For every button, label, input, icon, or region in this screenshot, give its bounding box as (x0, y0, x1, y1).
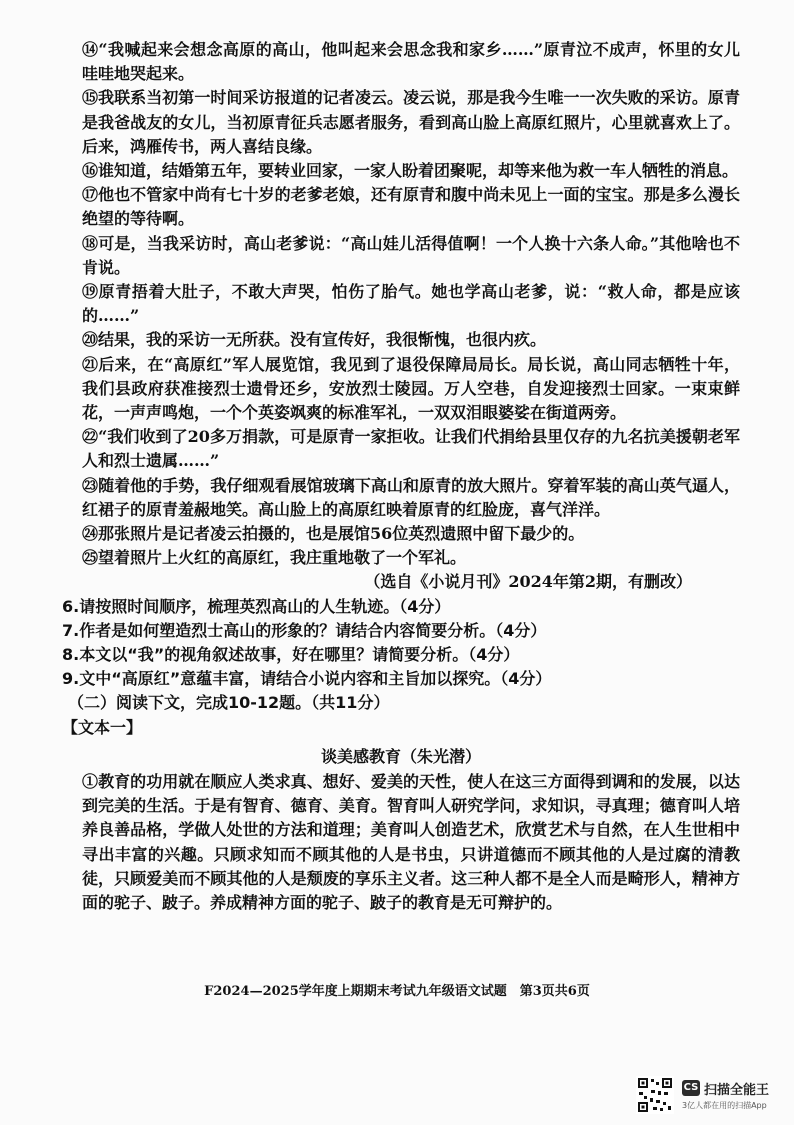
paragraph-text: 教育的功用就在顺应人类求真、想好、爱美的天性，使人在这三方面得到调和的发展，以达到完美的生活。于是有智育、德育、美育。智育叫人研究学问，求知识，寻真理；德育叫人培养良善品格，学做人处世的方法和道理；美育叫人创造艺术，欣赏艺术与自然，在人生世相中寻出丰富的兴趣。只顾求知而不顾其他的人是书虫，只讲道德而不顾其他的人是过腐的清教徒，只顾爱美而不顾其他的人是颓废的享乐主义者。这三种人都不是全人而是畸形人，精神方面的驼子、跛子。养成精神方面的驼子、跛子的教育是无可辩护的。 (82, 771, 740, 912)
scanner-tagline: 3亿人都在用的扫描App (682, 1101, 767, 1110)
paragraph-text: 可是，当我采访时，高山老爹说：“高山娃儿活得值啊！一个人换十六条人命。”其他啥也不肯说。 (82, 233, 740, 277)
paragraph-text: 随着他的手势，我仔细观看展馆玻璃下高山和原青的放大照片。穿着军装的高山英气逼人，红裙子的原青羞赧地笑。高山脸上的高原红映着原青的红脸庞，喜气洋洋。 (82, 475, 740, 519)
paragraph-number: ㉒ (82, 427, 99, 447)
cs-logo-icon: CS (682, 1080, 700, 1096)
paragraph-number: ㉑ (82, 354, 99, 374)
page-footer: F2024—2025学年度上期期末考试九年级语文试题 第3页共6页 (204, 984, 590, 999)
paragraph-number: ① (82, 771, 99, 791)
paragraph-text: 我联系当初第一时间采访报道的记者凌云。凌云说，那是我今生唯一一次失败的采访。原青是我爸战友的女儿，当初原青征兵志愿者服务，看到高山脸上高原红照片，心里就喜欢上了。后来，鸿雁传书，两人喜结良缘。 (82, 88, 740, 156)
section-2-title: （二）阅读下文，完成10-12题。（共11分） (68, 693, 390, 713)
paragraph-text: 谁知道，结婚第五年，要转业回家，一家人盼着团聚呢，却等来他为救一车人牺牲的消息。 (98, 161, 739, 181)
scanner-brand: 扫描全能王 (704, 1083, 770, 1098)
text-1-label: 【文本一】 (62, 717, 143, 737)
story-paragraph (62, 328, 740, 352)
question-item: 6.请按照时间顺序，梳理英烈高山的人生轨迹。（4分） (62, 596, 451, 616)
paragraph-text: 望着照片上火红的高原红，我庄重地敬了一个军礼。 (98, 548, 467, 568)
paragraph-number: ⑯ (82, 161, 99, 181)
paragraph-number: ⑰ (82, 185, 99, 205)
source-citation: （选自《小说月刊》2024年第2期，有删改） (364, 572, 692, 592)
paragraph-text: 他也不管家中尚有七十岁的老爹老娘，还有原青和腹中尚未见上一面的宝宝。那是多么漫长绝望的等待啊。 (82, 185, 740, 229)
paragraph-text: “我们收到了20多万捐款，可是原青一家拒收。让我们代捐给县里仅存的九名抗美援朝老军人和烈士遗属……” (82, 427, 740, 471)
story-paragraph (62, 183, 740, 231)
paragraph-number: ㉔ (82, 524, 99, 544)
paragraph-text: 结果，我的采访一无所获。没有宣传好，我很惭愧，也很内疚。 (98, 330, 547, 350)
question-list (62, 595, 740, 692)
scanner-watermark (636, 1076, 786, 1120)
paragraph-text: 原青捂着大肚子，不敢大声哭，怕伤了胎气。她也学高山老爹，说：“救人命，都是应该的……” (82, 282, 740, 326)
paragraph-text: “我喊起来会想念高原的高山，他叫起来会思念我和家乡……”原青泣不成声，怀里的女儿哇哇地哭起来。 (82, 40, 740, 84)
paragraph-number: ㉕ (82, 548, 99, 568)
story-paragraph (62, 353, 740, 426)
story-paragraph (62, 474, 740, 522)
question-item: 8.本文以“我”的视角叙述故事，好在哪里？请简要分析。（4分） (62, 645, 520, 665)
paragraph-number: ㉓ (82, 475, 99, 495)
question-item: 7.作者是如何塑造烈士高山的形象的？请结合内容简要分析。（4分） (62, 620, 547, 640)
story-paragraph (62, 159, 740, 183)
paragraph-text: 那张照片是记者凌云拍摄的，也是展馆56位英烈遗照中留下最少的。 (98, 524, 585, 544)
paragraph-number: ⑲ (82, 282, 99, 302)
story-paragraph (62, 280, 740, 328)
paragraph-number: ⑭ (82, 40, 99, 59)
story-paragraph (62, 522, 740, 546)
question-item: 9.文中“高原红”意蕴丰富，请结合小说内容和主旨加以探究。（4分） (62, 669, 552, 689)
essay-title: 谈美感教育（朱光潜） (320, 746, 481, 766)
story-paragraphs (62, 38, 740, 570)
qr-code-icon (636, 1076, 674, 1114)
essay-paragraph (62, 770, 740, 915)
page-content (62, 38, 740, 915)
paragraph-number: ⑱ (82, 233, 99, 253)
story-paragraph (62, 425, 740, 473)
story-paragraph (62, 86, 740, 159)
story-paragraph (62, 38, 740, 86)
story-paragraph (62, 546, 740, 570)
paragraph-number: ⑮ (82, 88, 99, 108)
paragraph-number: ⑳ (82, 330, 99, 350)
paragraph-text: 后来，在“高原红”军人展览馆，我见到了退役保障局局长。局长说，高山同志牺牲十年，我们县政府获准接烈士遗骨还乡，安放烈士陵园。万人空巷，自发迎接烈士回家。一束束鲜花，一声声鸣炮，一个个英姿飒爽的标准军礼，一双双泪眼婆娑在街道两旁。 (82, 354, 740, 423)
story-paragraph (62, 232, 740, 280)
